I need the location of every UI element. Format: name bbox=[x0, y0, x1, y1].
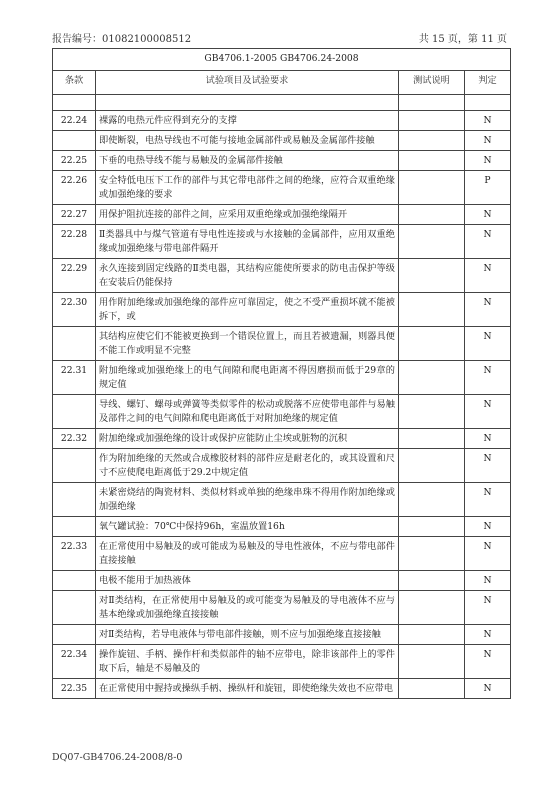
spacer-cell bbox=[399, 95, 465, 111]
spacer-cell bbox=[465, 95, 511, 111]
clause-cell bbox=[53, 591, 96, 625]
verdict-cell: N bbox=[465, 537, 511, 571]
test-note-cell bbox=[399, 205, 465, 225]
test-note-cell bbox=[399, 151, 465, 171]
report-number: 报告编号：01082100008512 bbox=[52, 34, 192, 45]
test-table bbox=[52, 48, 511, 699]
table-row bbox=[53, 449, 511, 483]
col-header-verdict: 判定 bbox=[465, 71, 511, 95]
requirement-cell: Ⅱ类器具中与煤气管道有导电性连接或与水接触的金属部件，应用双重绝缘或加强绝缘与带电部件隔开 bbox=[96, 225, 399, 259]
verdict-cell: N bbox=[465, 151, 511, 171]
verdict-cell: N bbox=[465, 429, 511, 449]
verdict-cell: N bbox=[465, 131, 511, 151]
table-row bbox=[53, 361, 511, 395]
page-info: 共 15 页，第 11 页 bbox=[418, 34, 507, 45]
requirement-cell: 安全特低电压下工作的部件与其它带电部件之间的绝缘，应符合双重绝缘或加强绝缘的要求 bbox=[96, 171, 399, 205]
verdict-cell: N bbox=[465, 111, 511, 131]
clause-cell bbox=[53, 571, 96, 591]
test-note-cell bbox=[399, 591, 465, 625]
test-note-cell bbox=[399, 645, 465, 679]
clause-cell: 22.34 bbox=[53, 645, 96, 679]
test-note-cell bbox=[399, 327, 465, 361]
verdict-cell: N bbox=[465, 449, 511, 483]
test-note-cell bbox=[399, 171, 465, 205]
table-row bbox=[53, 259, 511, 293]
clause-cell: 22.33 bbox=[53, 537, 96, 571]
table-row bbox=[53, 679, 511, 699]
clause-cell: 22.29 bbox=[53, 259, 96, 293]
table-row bbox=[53, 625, 511, 645]
test-note-cell bbox=[399, 537, 465, 571]
table-row bbox=[53, 205, 511, 225]
requirement-cell: 操作旋钮、手柄、操作杆和类似部件的轴不应带电，除非该部件上的零件取下后，轴是不易触及的 bbox=[96, 645, 399, 679]
verdict-cell: N bbox=[465, 259, 511, 293]
verdict-cell: N bbox=[465, 225, 511, 259]
standard-title: GB4706.1-2005 GB4706.24-2008 bbox=[53, 49, 511, 71]
verdict-cell: N bbox=[465, 327, 511, 361]
verdict-cell: N bbox=[465, 395, 511, 429]
table-row bbox=[53, 571, 511, 591]
verdict-cell: N bbox=[465, 571, 511, 591]
requirement-cell: 在正常使用中握持或操纵手柄、操纵杆和旋钮，即使绝缘失效也不应带电 bbox=[96, 679, 399, 699]
table-row bbox=[53, 151, 511, 171]
test-note-cell bbox=[399, 483, 465, 517]
table-row bbox=[53, 131, 511, 151]
test-note-cell bbox=[399, 625, 465, 645]
table-row bbox=[53, 645, 511, 679]
test-note-cell bbox=[399, 111, 465, 131]
requirement-cell: 下垂的电热导线不能与易触及的金属部件接触 bbox=[96, 151, 399, 171]
clause-cell: 22.35 bbox=[53, 679, 96, 699]
verdict-cell: N bbox=[465, 591, 511, 625]
requirement-cell: 对Ⅱ类结构，在正常使用中易触及的或可能变为易触及的导电液体不应与基本绝缘或加强绝缘直接接触 bbox=[96, 591, 399, 625]
verdict-cell: N bbox=[465, 361, 511, 395]
table-row bbox=[53, 517, 511, 537]
clause-cell bbox=[53, 625, 96, 645]
col-header-requirement: 试验项目及试验要求 bbox=[96, 71, 399, 95]
clause-cell: 22.31 bbox=[53, 361, 96, 395]
requirement-cell: 永久连接到固定线路的Ⅱ类电器，其结构应能使所要求的防电击保护等级在安装后仍能保持 bbox=[96, 259, 399, 293]
verdict-cell: N bbox=[465, 679, 511, 699]
test-note-cell bbox=[399, 361, 465, 395]
table-row bbox=[53, 327, 511, 361]
requirement-cell: 作为附加绝缘的天然或合成橡胶材料的部件应是耐老化的，或其设置和尺寸不应使爬电距离低于29.2中规定值 bbox=[96, 449, 399, 483]
verdict-cell: N bbox=[465, 483, 511, 517]
requirement-cell: 未紧密烧结的陶瓷材料、类似材料或单独的绝缘串珠不得用作附加绝缘或加强绝缘 bbox=[96, 483, 399, 517]
test-note-cell bbox=[399, 449, 465, 483]
test-note-cell bbox=[399, 259, 465, 293]
test-note-cell bbox=[399, 429, 465, 449]
test-note-cell bbox=[399, 131, 465, 151]
clause-cell: 22.30 bbox=[53, 293, 96, 327]
table-row bbox=[53, 171, 511, 205]
test-note-cell bbox=[399, 225, 465, 259]
clause-cell: 22.24 bbox=[53, 111, 96, 131]
requirement-cell: 裸露的电热元件应得到充分的支撑 bbox=[96, 111, 399, 131]
clause-cell: 22.25 bbox=[53, 151, 96, 171]
clause-cell bbox=[53, 449, 96, 483]
test-note-cell bbox=[399, 395, 465, 429]
verdict-cell: N bbox=[465, 645, 511, 679]
clause-cell: 22.26 bbox=[53, 171, 96, 205]
table-row bbox=[53, 293, 511, 327]
table-row bbox=[53, 225, 511, 259]
requirement-cell: 附加绝缘或加强绝缘的设计或保护应能防止尘埃或脏物的沉积 bbox=[96, 429, 399, 449]
document-code: DQ07-GB4706.24-2008/8-0 bbox=[52, 752, 183, 763]
table-row bbox=[53, 429, 511, 449]
test-note-cell bbox=[399, 679, 465, 699]
verdict-cell: N bbox=[465, 517, 511, 537]
clause-cell: 22.27 bbox=[53, 205, 96, 225]
requirement-cell: 其结构应使它们不能被更换到一个错误位置上，而且若被遗漏，则器具便不能工作或明显不完整 bbox=[96, 327, 399, 361]
clause-cell bbox=[53, 517, 96, 537]
verdict-cell: N bbox=[465, 293, 511, 327]
requirement-cell: 电极不能用于加热液体 bbox=[96, 571, 399, 591]
col-header-test-note: 测试说明 bbox=[399, 71, 465, 95]
clause-cell bbox=[53, 395, 96, 429]
requirement-cell: 即使断裂，电热导线也不可能与接地金属部件或易触及金属部件接触 bbox=[96, 131, 399, 151]
requirement-cell: 用保护阻抗连接的部件之间，应采用双重绝缘或加强绝缘隔开 bbox=[96, 205, 399, 225]
requirement-cell: 对Ⅱ类结构，若导电液体与带电部件接触，则不应与加强绝缘直接接触 bbox=[96, 625, 399, 645]
requirement-cell: 用作附加绝缘或加强绝缘的部件应可靠固定，使之不受严重损坏就不能被拆下，或 bbox=[96, 293, 399, 327]
test-note-cell bbox=[399, 571, 465, 591]
table-row bbox=[53, 537, 511, 571]
spacer-cell bbox=[53, 95, 96, 111]
requirement-cell: 在正常使用中易触及的或可能成为易触及的导电性液体，不应与带电部件直接接触 bbox=[96, 537, 399, 571]
spacer-cell bbox=[96, 95, 399, 111]
table-row bbox=[53, 591, 511, 625]
requirement-cell: 氧气罐试验：70℃中保持96h，室温放置16h bbox=[96, 517, 399, 537]
clause-cell bbox=[53, 327, 96, 361]
requirement-cell: 附加绝缘或加强绝缘上的电气间隙和爬电距离不得因磨损而低于29章的规定值 bbox=[96, 361, 399, 395]
table-row bbox=[53, 483, 511, 517]
clause-cell bbox=[53, 483, 96, 517]
requirement-cell: 导线、螺钉、螺母或弹簧等类似零件的松动或脱落不应使带电部件与易触及部件之间的电气间隙和爬电距离低于对附加绝缘的规定值 bbox=[96, 395, 399, 429]
table-row bbox=[53, 395, 511, 429]
test-note-cell bbox=[399, 517, 465, 537]
table-row bbox=[53, 111, 511, 131]
clause-cell: 22.32 bbox=[53, 429, 96, 449]
clause-cell: 22.28 bbox=[53, 225, 96, 259]
col-header-clause: 条款 bbox=[53, 71, 96, 95]
test-note-cell bbox=[399, 293, 465, 327]
verdict-cell: P bbox=[465, 171, 511, 205]
verdict-cell: N bbox=[465, 625, 511, 645]
verdict-cell: N bbox=[465, 205, 511, 225]
clause-cell bbox=[53, 131, 96, 151]
